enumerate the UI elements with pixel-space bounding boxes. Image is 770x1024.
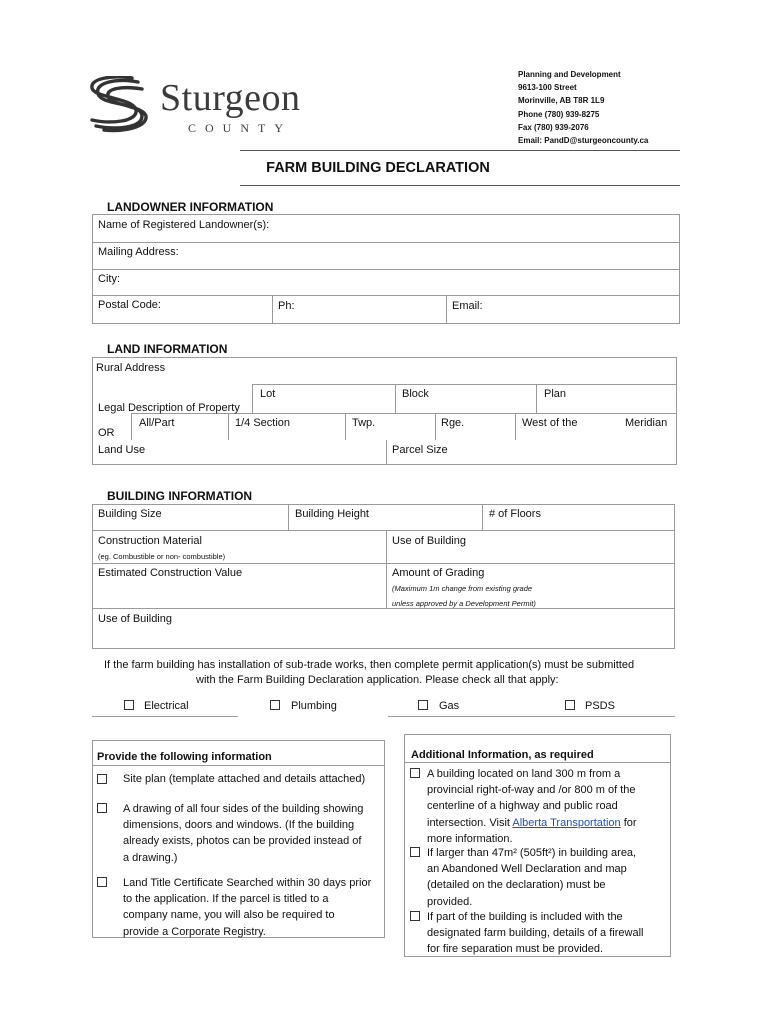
legal-description-label: Legal Description of Property bbox=[98, 402, 240, 414]
email-field[interactable]: Email: bbox=[452, 300, 483, 312]
quarter-section-field[interactable]: 1/4 Section bbox=[235, 417, 291, 429]
lot-field[interactable]: Lot bbox=[260, 388, 276, 400]
construction-material-field[interactable]: Construction Material bbox=[98, 535, 202, 547]
header-rule-bottom bbox=[240, 185, 680, 186]
right-of-way-checkbox[interactable] bbox=[410, 768, 420, 778]
alberta-transportation-link[interactable]: Alberta Transportation bbox=[512, 816, 621, 829]
land-title-label: Land Title Certificate Searched within 30 days prior to the application. If the parcel is titled to a company name, you will also be required to provide a Corporate Registry. bbox=[123, 877, 372, 938]
all-part-field[interactable]: All/Part bbox=[139, 417, 175, 429]
firewall-label: If part of the building is included with the designated farm building, details of a firewall for fire separation must be provided. bbox=[427, 911, 644, 956]
sturgeon-logo-mark-icon bbox=[88, 76, 152, 134]
block-field[interactable]: Block bbox=[402, 388, 429, 400]
psds-label: PSDS bbox=[585, 700, 615, 712]
form-title: FARM BUILDING DECLARATION bbox=[266, 160, 490, 176]
rural-address-field[interactable]: Rural Address bbox=[96, 362, 166, 374]
provide-title: Provide the following information bbox=[97, 751, 272, 763]
floors-field[interactable]: # of Floors bbox=[489, 508, 541, 520]
plumbing-checkbox[interactable] bbox=[270, 700, 280, 710]
construction-value-field[interactable]: Estimated Construction Value bbox=[98, 567, 243, 579]
grading-note-line2: unless approved by a Development Permit) bbox=[392, 599, 536, 608]
plumbing-label: Plumbing bbox=[291, 700, 337, 712]
subtrade-text-line2: with the Farm Building Declaration application. Please check all that apply: bbox=[196, 674, 559, 686]
city-field[interactable]: City: bbox=[98, 273, 120, 285]
additional-title: Additional Information, as required bbox=[411, 749, 594, 761]
abandoned-well-checkbox[interactable] bbox=[410, 847, 420, 857]
right-of-way-label: A building located on land 300 m from a provincial right-of-way and /or 800 m of the centerline of a highway and public road intersection. Visit Alberta Transportation for more information. bbox=[427, 768, 637, 845]
building-size-field[interactable]: Building Size bbox=[98, 508, 162, 520]
abandoned-well-label: If larger than 47m² (505ft²) in building area, an Abandoned Well Declaration and map (detailed on the declaration) must be provided. bbox=[427, 847, 637, 908]
construction-material-note: (eg. Combustible or non- combustible) bbox=[98, 552, 226, 561]
electrical-label: Electrical bbox=[144, 700, 189, 712]
range-field[interactable]: Rge. bbox=[441, 417, 465, 429]
site-plan-checkbox[interactable] bbox=[97, 774, 107, 784]
parcel-size-field[interactable]: Parcel Size bbox=[392, 444, 448, 456]
land-use-field[interactable]: Land Use bbox=[98, 444, 146, 456]
mailing-address-field[interactable]: Mailing Address: bbox=[98, 246, 179, 258]
electrical-checkbox[interactable] bbox=[124, 700, 134, 710]
gas-label: Gas bbox=[439, 700, 460, 712]
contact-city: Morinville, AB T8R 1L9 bbox=[518, 96, 605, 106]
land-title-checkbox[interactable] bbox=[97, 877, 107, 887]
building-section-title: BUILDING INFORMATION bbox=[107, 489, 253, 503]
site-plan-label: Site plan (template attached and details attached) bbox=[123, 773, 366, 785]
contact-email: Email: PandD@sturgeoncounty.ca bbox=[518, 136, 649, 146]
logo-subtitle: COUNTY bbox=[188, 121, 292, 135]
or-label: OR bbox=[98, 427, 115, 439]
drawing-label: A drawing of all four sides of the building showing dimensions, doors and windows. (If the building already exists, photos can be provided instead of a drawing.) bbox=[123, 803, 364, 864]
land-section-title: LAND INFORMATION bbox=[107, 342, 228, 356]
use-of-building-2-field[interactable]: Use of Building bbox=[98, 613, 172, 625]
plan-field[interactable]: Plan bbox=[544, 388, 567, 400]
psds-checkbox[interactable] bbox=[565, 700, 575, 710]
postal-code-field[interactable]: Postal Code: bbox=[98, 299, 161, 311]
contact-block bbox=[518, 68, 648, 147]
drawing-checkbox[interactable] bbox=[97, 803, 107, 813]
grading-field[interactable]: Amount of Grading bbox=[392, 567, 485, 579]
header-rule-top bbox=[240, 150, 680, 151]
west-of-field[interactable]: West of the bbox=[522, 417, 578, 429]
phone-field[interactable]: Ph: bbox=[278, 300, 295, 312]
meridian-label: Meridian bbox=[625, 417, 668, 429]
firewall-checkbox[interactable] bbox=[410, 911, 420, 921]
gas-checkbox[interactable] bbox=[418, 700, 428, 710]
contact-fax: Fax (780) 939-2076 bbox=[518, 122, 589, 132]
contact-dept: Planning and Development bbox=[518, 70, 621, 79]
contact-street: 9613-100 Street bbox=[518, 83, 577, 93]
landowner-section-title: LANDOWNER INFORMATION bbox=[107, 200, 274, 214]
landowner-name-field[interactable]: Name of Registered Landowner(s): bbox=[98, 219, 270, 231]
township-field[interactable]: Twp. bbox=[352, 417, 376, 429]
grading-note-line1: (Maximum 1m change from existing grade bbox=[392, 584, 533, 593]
logo-name: Sturgeon bbox=[160, 77, 301, 119]
subtrade-text-line1: If the farm building has installation of sub-trade works, then complete permit application(s) must be submitted bbox=[104, 659, 635, 671]
building-height-field[interactable]: Building Height bbox=[295, 508, 369, 520]
use-of-building-field[interactable]: Use of Building bbox=[392, 535, 466, 547]
contact-phone: Phone (780) 939-8275 bbox=[518, 109, 600, 119]
subtrade-rule bbox=[92, 716, 238, 717]
